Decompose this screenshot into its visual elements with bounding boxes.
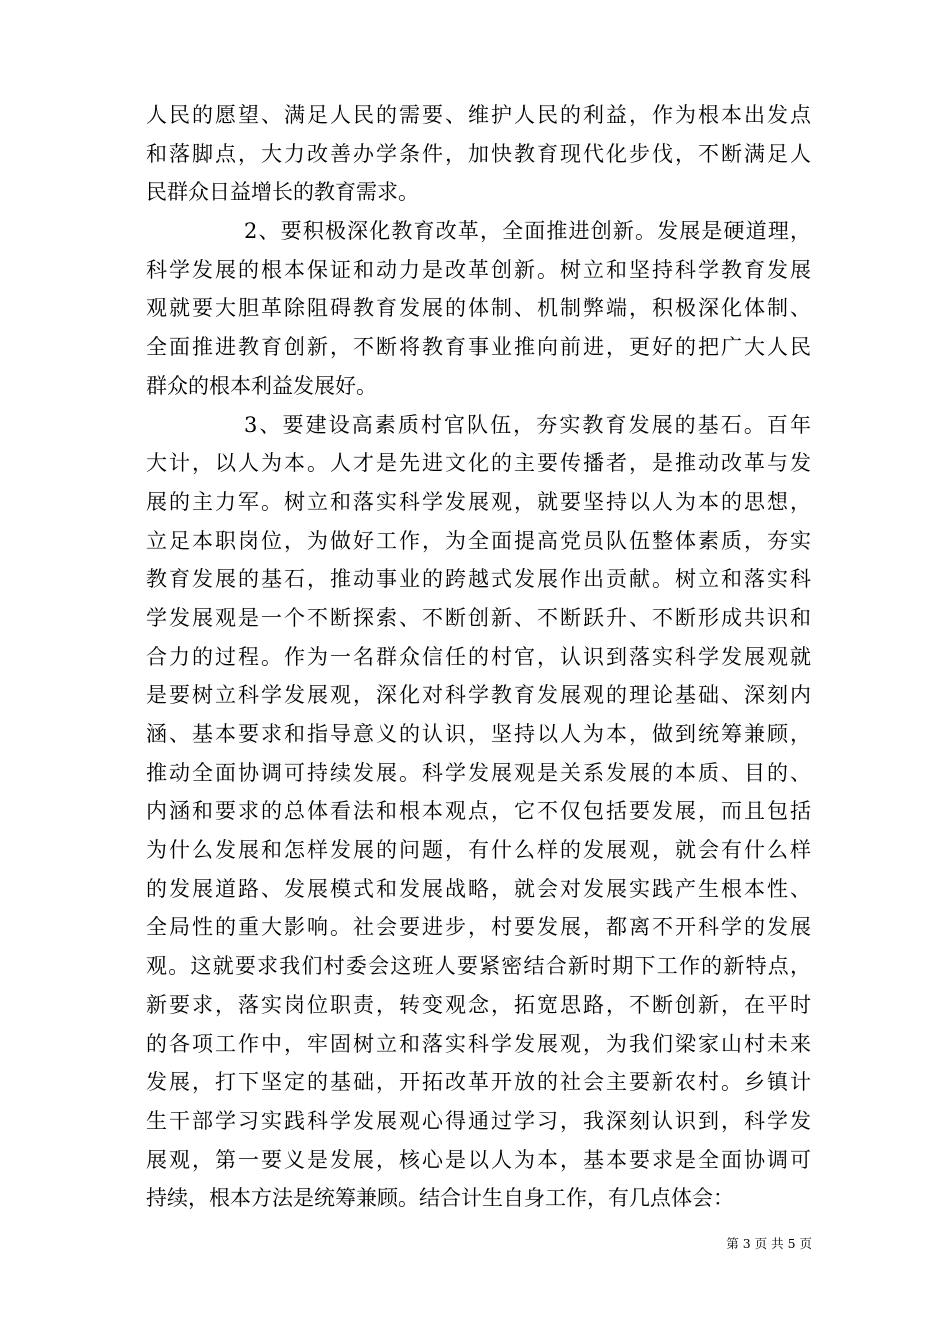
text-line: 教育发展的基石，推动事业的跨越式发展作出贡献。树立和落实科 bbox=[146, 567, 811, 592]
text-line: 观。这就要求我们村委会这班人要紧密结合新时期下工作的新特点， bbox=[146, 954, 811, 979]
text-line: 科学发展的根本保证和动力是改革创新。树立和坚持科学教育发展 bbox=[146, 257, 811, 282]
text-line: 观就要大胆革除阻碍教育发展的体制、机制弊端，积极深化体制、 bbox=[146, 296, 811, 321]
text-line: 内涵和要求的总体看法和根本观点，它不仅包括要发展，而且包括 bbox=[146, 799, 811, 824]
text-line: 涵、基本要求和指导意义的认识，坚持以人为本，做到统筹兼顾， bbox=[146, 722, 811, 746]
text-line: 合力的过程。作为一名群众信任的村官，认识到落实科学发展观就 bbox=[146, 644, 811, 669]
text-line: 群众的根本利益发展好。 bbox=[146, 373, 377, 398]
body-text bbox=[146, 96, 811, 1218]
text-line: 为什么发展和怎样发展的问题，有什么样的发展观，就会有什么样 bbox=[146, 838, 811, 863]
text-line: 人民的愿望、满足人民的需要、维护人民的利益，作为根本出发点 bbox=[146, 103, 811, 127]
text-line: 的发展道路、发展模式和发展战略，就会对发展实践产生根本性、 bbox=[146, 876, 811, 901]
text-line: 的各项工作中，牢固树立和落实科学发展观，为我们梁家山村未来 bbox=[146, 1031, 811, 1056]
text-line: 展的主力军。树立和落实科学发展观，就要坚持以人为本的思想， bbox=[146, 489, 811, 514]
text-line: 推动全面协调可持续发展。科学发展观是关系发展的本质、目的、 bbox=[146, 760, 811, 785]
paragraph-2-first-line: 2、要积极深化教育改革，全面推进创新。发展是硬道理， bbox=[244, 219, 811, 244]
text-line: 是要树立科学发展观，深化对科学教育发展观的理论基础、深刻内 bbox=[146, 683, 811, 708]
paragraph-3-first-line: 3、要建设高素质村官队伍，夯实教育发展的基石。百年 bbox=[244, 412, 811, 437]
text-line: 生干部学习实践科学发展观心得通过学习，我深刻认识到，科学发 bbox=[146, 1108, 811, 1133]
text-line: 展观，第一要义是发展，核心是以人为本，基本要求是全面协调可 bbox=[146, 1147, 811, 1172]
page-number-footer: 第 3 页 共 5 页 bbox=[726, 1236, 812, 1251]
text-line: 立足本职岗位，为做好工作，为全面提高党员队伍整体素质，夯实 bbox=[146, 528, 811, 553]
text-line: 发展，打下坚定的基础，开拓改革开放的社会主要新农村。乡镇计 bbox=[146, 1070, 811, 1095]
text-line: 和落脚点，大力改善办学条件，加快教育现代化步伐，不断满足人 bbox=[146, 141, 811, 166]
text-line: 大计，以人为本。人才是先进文化的主要传播者，是推动改革与发 bbox=[146, 451, 811, 476]
text-line: 新要求，落实岗位职责，转变观念，拓宽思路，不断创新，在平时 bbox=[146, 992, 811, 1017]
text-line: 全局性的重大影响。社会要进步，村要发展，都离不开科学的发展 bbox=[146, 915, 811, 940]
text-line: 全面推进教育创新，不断将教育事业推向前进，更好的把广大人民 bbox=[146, 335, 811, 360]
text-line: 学发展观是一个不断探索、不断创新、不断跃升、不断形成共识和 bbox=[146, 605, 811, 630]
text-line: 民群众日益增长的教育需求。 bbox=[146, 180, 419, 205]
text-line: 持续，根本方法是统筹兼顾。结合计生自身工作，有几点体会： bbox=[146, 1186, 734, 1211]
